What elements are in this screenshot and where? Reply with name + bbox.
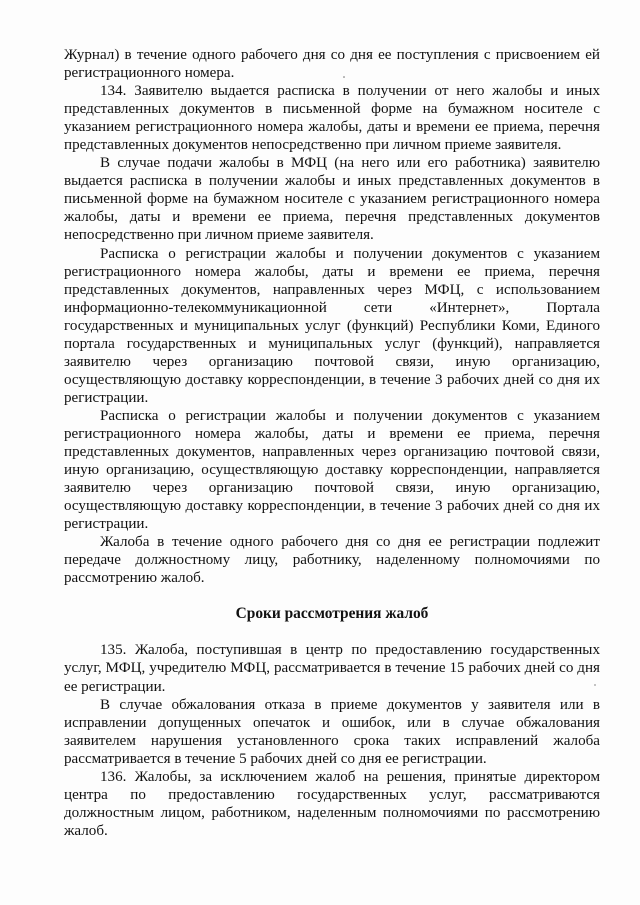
paragraph-135: 135. Жалоба, поступившая в центр по предоставлению государственных услуг, МФЦ, учредителю МФЦ, рассматривается в течение 15 рабочих дней со дня ее регистрации. <box>64 642 600 695</box>
document-body <box>64 46 600 840</box>
paragraph-appeal-refusal: В случае обжалования отказа в приеме документов у заявителя или в исправлении допущенных опечаток и ошибок, или в случае обжалования заявителем нарушения установленного срока таких исправлений жалоба рассматривается в течение 5 рабочих дней со дня ее регистрации. <box>64 696 600 767</box>
scan-speck <box>594 684 596 686</box>
scan-speck <box>343 76 345 78</box>
paragraph-mfc-receipt: В случае подачи жалобы в МФЦ (на него или его работника) заявителю выдается расписка в получении жалобы и иных представленных документов в письменной форме на бумажном носителе с указанием регистрационного номера жалобы, даты и времени ее приема, перечня представленных документов непосредственно при личном приеме заявителя. <box>64 155 600 244</box>
paragraph-134: 134. Заявителю выдается расписка в получении от него жалобы и иных представленных документов в письменной форме на бумажном носителе с указанием регистрационного номера жалобы, даты и времени ее приема, перечня представленных документов непосредственно при личном приеме заявителя. <box>64 83 600 154</box>
section-heading: Сроки рассмотрения жалоб <box>235 605 429 623</box>
paragraph-136: 136. Жалобы, за исключением жалоб на решения, принятые директором центра по предоставлению государственных услуг, рассматриваются должностным лицом, работником, наделенным полномочиями по рассмотрению жалоб. <box>64 768 600 839</box>
paragraph-continuation: Журнал) в течение одного рабочего дня со дня ее поступления с присвоением ей регистрационного номера. <box>64 47 600 82</box>
paragraph-receipt-post: Расписка о регистрации жалобы и получении документов с указанием регистрационного номера жалобы, даты и времени ее приема, перечня представленных документов, направленных через организацию почтовой связи, иную организацию, осуществляющую доставку корреспонденции, направляется заявителю через организацию почтовой связи, иную организацию, осуществляющую доставку корреспонденции, в течение 3 рабочих дней со дня их регистрации. <box>64 407 600 533</box>
paragraph-receipt-internet: Расписка о регистрации жалобы и получении документов с указанием регистрационного номера жалобы, даты и времени ее приема, перечня представленных документов, направленных через МФЦ, с использованием информационно-телекоммуникационной сети «Интернет», Портала государственных и муниципальных услуг (функций) Республики Коми, Единого портала государственных и муниципальных услуг (функций), направляется заявителю через организацию почтовой связи, иную организацию, осуществляющую доставку корреспонденции, в течение 3 рабочих дней со дня их регистрации. <box>64 245 600 406</box>
paragraph-transfer-to-official: Жалоба в течение одного рабочего дня со дня ее регистрации подлежит передаче должностному лицу, работнику, наделенному полномочиями по рассмотрению жалоб. <box>64 534 600 587</box>
